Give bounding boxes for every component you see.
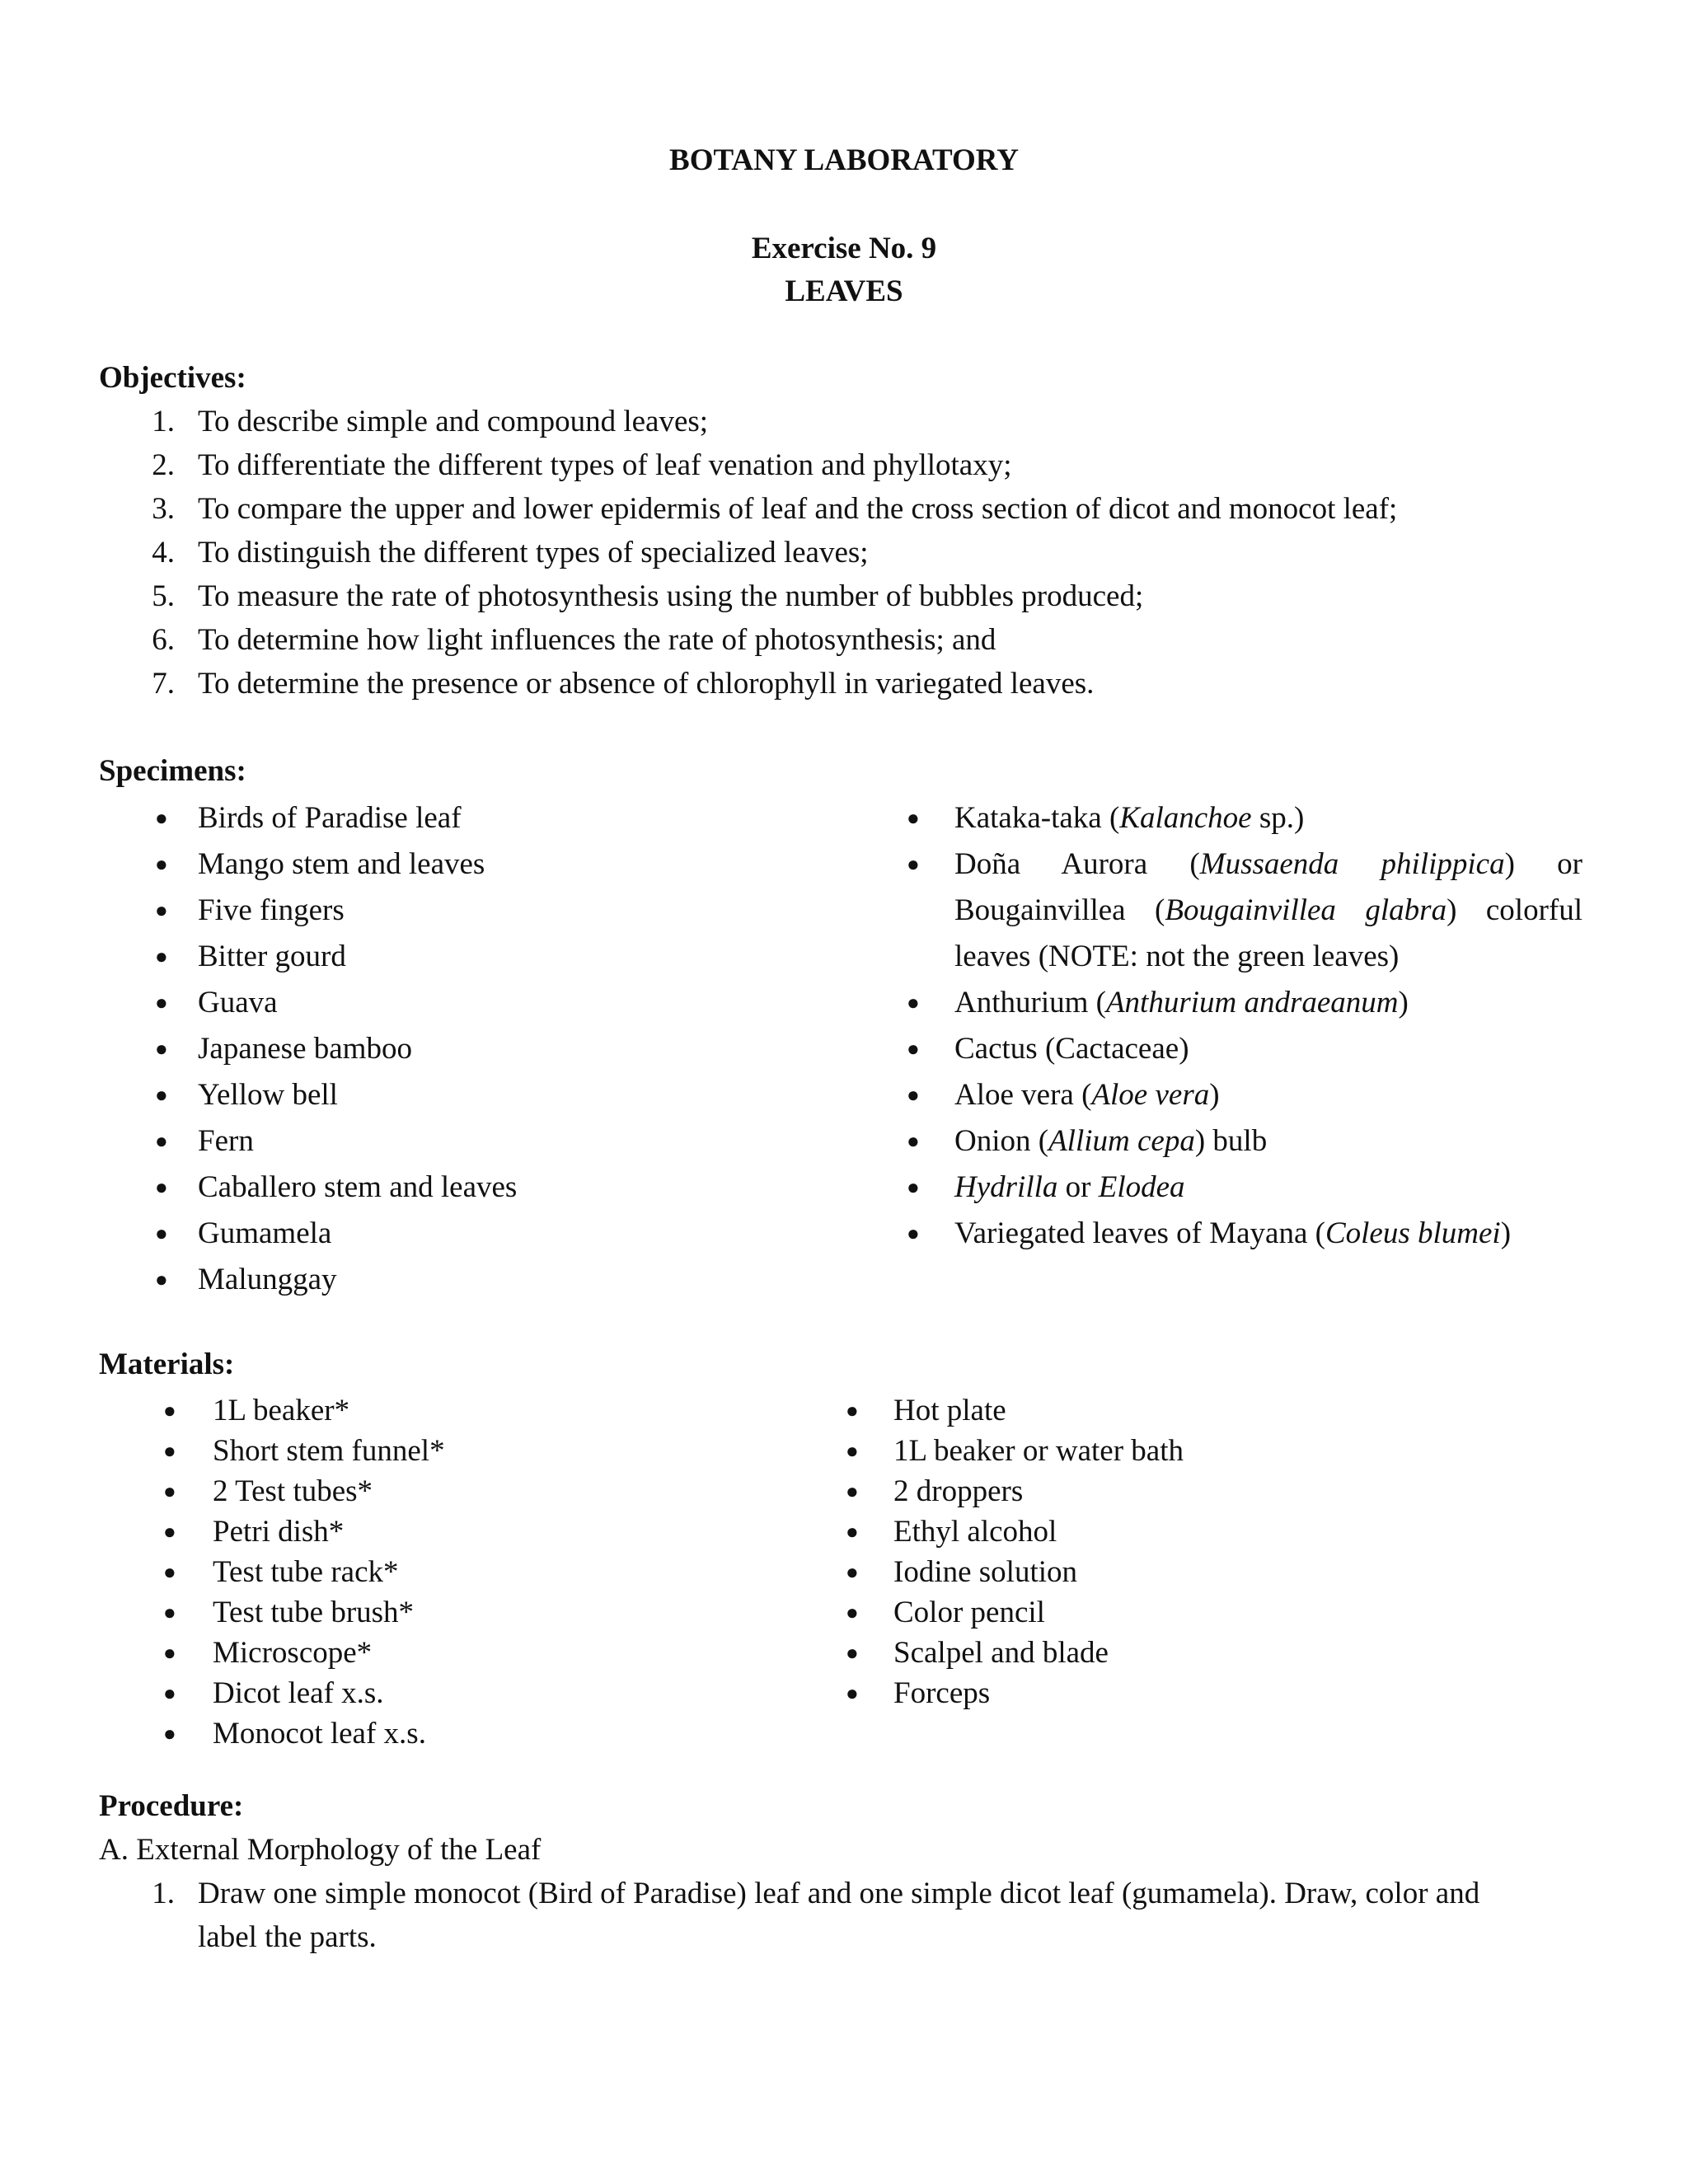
bullet: ● bbox=[846, 1439, 859, 1463]
objective-number: 4. bbox=[152, 536, 175, 569]
bullet: ● bbox=[155, 1221, 168, 1245]
objective-number: 5. bbox=[152, 579, 175, 613]
specimen-item: Fern bbox=[198, 1124, 254, 1158]
bullet: ● bbox=[907, 1175, 920, 1199]
material-item: Test tube brush* bbox=[213, 1596, 415, 1629]
bullet: ● bbox=[163, 1560, 176, 1584]
objective-text: To differentiate the different types of leaf venation and phyllotaxy; bbox=[198, 448, 1012, 482]
specimens-heading: Specimens: bbox=[99, 754, 246, 788]
lab-title: BOTANY LABORATORY bbox=[669, 143, 1019, 177]
objective-text: To describe simple and compound leaves; bbox=[198, 405, 709, 438]
bullet: ● bbox=[846, 1479, 859, 1503]
specimen-item: Gumamela bbox=[198, 1216, 332, 1250]
material-item: Petri dish* bbox=[213, 1515, 345, 1549]
material-item: 1L beaker or water bath bbox=[893, 1434, 1184, 1468]
material-item: Test tube rack* bbox=[213, 1555, 399, 1589]
procedure-section-a: A. External Morphology of the Leaf bbox=[99, 1833, 542, 1867]
bullet: ● bbox=[907, 1083, 920, 1107]
material-item: Scalpel and blade bbox=[893, 1636, 1109, 1670]
bullet: ● bbox=[846, 1601, 859, 1624]
bullet: ● bbox=[846, 1399, 859, 1422]
specimen-item: Five fingers bbox=[198, 893, 345, 927]
material-item: Ethyl alcohol bbox=[893, 1515, 1057, 1549]
specimen-item: Birds of Paradise leaf bbox=[198, 801, 462, 835]
bullet: ● bbox=[846, 1681, 859, 1705]
specimen-item: Malunggay bbox=[198, 1263, 337, 1296]
exercise-topic: LEAVES bbox=[785, 274, 903, 308]
objective-text: To determine the presence or absence of chlorophyll in variegated leaves. bbox=[198, 667, 1095, 701]
objective-text: To measure the rate of photosynthesis using the number of bubbles produced; bbox=[198, 579, 1144, 613]
specimen-item-anthurium: Anthurium (Anthurium andraeanum) bbox=[954, 986, 1409, 1019]
bullet: ● bbox=[155, 1175, 168, 1199]
specimen-item-note: leaves (NOTE: not the green leaves) bbox=[954, 940, 1400, 973]
specimen-item-cactus: Cactus (Cactaceae) bbox=[954, 1032, 1189, 1066]
procedure-step-text: Draw one simple monocot (Bird of Paradise) leaf and one simple dicot leaf (gumamela). Draw, color and bbox=[198, 1877, 1480, 1910]
bullet: ● bbox=[907, 991, 920, 1015]
material-item: Microscope* bbox=[213, 1636, 373, 1670]
objective-number: 1. bbox=[152, 405, 175, 438]
material-item: Monocot leaf x.s. bbox=[213, 1717, 426, 1750]
material-item: Forceps bbox=[893, 1676, 991, 1710]
specimen-item-aloe-vera: Aloe vera (Aloe vera) bbox=[954, 1078, 1220, 1112]
material-item: Iodine solution bbox=[893, 1555, 1078, 1589]
specimen-item-mayana: Variegated leaves of Mayana (Coleus blumei) bbox=[954, 1216, 1512, 1250]
specimen-item-hydrilla: Hydrilla or Elodea bbox=[954, 1170, 1185, 1204]
objective-number: 2. bbox=[152, 448, 175, 482]
bullet: ● bbox=[155, 852, 168, 876]
specimen-item-kataka-taka: Kataka-taka (Kalanchoe sp.) bbox=[954, 801, 1305, 835]
bullet: ● bbox=[155, 1129, 168, 1153]
objective-text: To distinguish the different types of specialized leaves; bbox=[198, 536, 869, 569]
bullet: ● bbox=[907, 1221, 920, 1245]
specimen-item: Guava bbox=[198, 986, 278, 1019]
bullet: ● bbox=[846, 1641, 859, 1665]
bullet: ● bbox=[155, 806, 168, 830]
bullet: ● bbox=[846, 1520, 859, 1544]
bullet: ● bbox=[163, 1722, 176, 1746]
material-item: 2 Test tubes* bbox=[213, 1474, 373, 1508]
specimen-item: Mango stem and leaves bbox=[198, 847, 485, 881]
bullet: ● bbox=[155, 1037, 168, 1061]
specimen-item-onion: Onion (Allium cepa) bulb bbox=[954, 1124, 1268, 1158]
materials-heading: Materials: bbox=[99, 1347, 235, 1381]
bullet: ● bbox=[907, 1037, 920, 1061]
bullet: ● bbox=[163, 1641, 176, 1665]
bullet: ● bbox=[155, 944, 168, 968]
bullet: ● bbox=[155, 1268, 168, 1291]
procedure-heading: Procedure: bbox=[99, 1789, 244, 1823]
exercise-number: Exercise No. 9 bbox=[751, 232, 937, 265]
material-item: Hot plate bbox=[893, 1394, 1006, 1427]
material-item: Color pencil bbox=[893, 1596, 1045, 1629]
material-item: Dicot leaf x.s. bbox=[213, 1676, 384, 1710]
procedure-step-number: 1. bbox=[152, 1877, 175, 1910]
bullet: ● bbox=[155, 898, 168, 922]
bullet: ● bbox=[163, 1439, 176, 1463]
bullet: ● bbox=[907, 852, 920, 876]
objective-number: 7. bbox=[152, 667, 175, 701]
procedure-step-text-continued: label the parts. bbox=[198, 1920, 377, 1954]
material-item: 2 droppers bbox=[893, 1474, 1024, 1508]
material-item: Short stem funnel* bbox=[213, 1434, 445, 1468]
specimen-item: Yellow bell bbox=[198, 1078, 338, 1112]
objectives-heading: Objectives: bbox=[99, 361, 246, 395]
bullet: ● bbox=[155, 991, 168, 1015]
specimen-item-bougainvillea: Bougainvillea (Bougainvillea glabra) colorful bbox=[954, 893, 1582, 927]
specimen-item: Japanese bamboo bbox=[198, 1032, 412, 1066]
bullet: ● bbox=[846, 1560, 859, 1584]
bullet: ● bbox=[163, 1479, 176, 1503]
bullet: ● bbox=[155, 1083, 168, 1107]
bullet: ● bbox=[163, 1399, 176, 1422]
objective-text: To determine how light influences the rate of photosynthesis; and bbox=[198, 623, 996, 657]
bullet: ● bbox=[907, 1129, 920, 1153]
specimen-item: Caballero stem and leaves bbox=[198, 1170, 518, 1204]
specimen-item-dona-aurora: Doña Aurora (Mussaenda philippica) or bbox=[954, 847, 1582, 881]
objective-number: 3. bbox=[152, 492, 175, 526]
bullet: ● bbox=[163, 1601, 176, 1624]
bullet: ● bbox=[163, 1681, 176, 1705]
bullet: ● bbox=[907, 806, 920, 830]
objective-text: To compare the upper and lower epidermis of leaf and the cross section of dicot and monocot leaf; bbox=[198, 492, 1398, 526]
objective-number: 6. bbox=[152, 623, 175, 657]
bullet: ● bbox=[163, 1520, 176, 1544]
material-item: 1L beaker* bbox=[213, 1394, 350, 1427]
specimen-item: Bitter gourd bbox=[198, 940, 346, 973]
